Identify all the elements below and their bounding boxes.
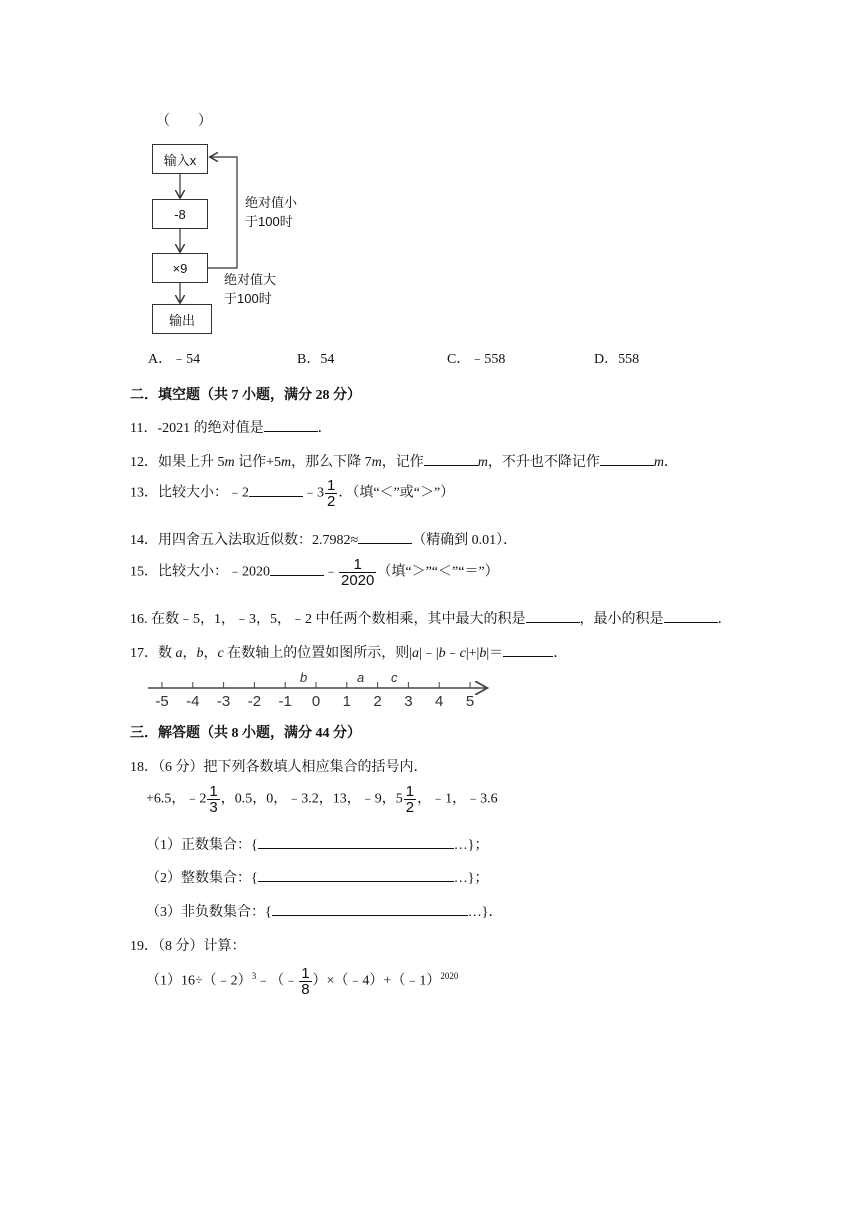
q18-set1-blank[interactable]	[258, 834, 454, 849]
q18-nums-c: ，﹣1，﹣3.6	[417, 791, 498, 807]
loop-label-line1: 绝对值小	[245, 195, 298, 210]
q12-text-a: 12．如果上升 5	[130, 455, 225, 470]
q18-frac1-den: 3	[209, 799, 218, 816]
axis-tick-label: -2	[247, 693, 262, 710]
q18-set2-label: （2）整数集合：{	[146, 871, 258, 886]
q16-text-a: 16. 在数﹣5，1，﹣3，5，﹣2 中任两个数相乘，其中最大的积是	[130, 612, 526, 627]
q16-blank-2[interactable]	[664, 608, 718, 623]
q18-set1-label: （1）正数集合：{	[146, 838, 258, 853]
q17-text-c: |﹣|	[419, 646, 439, 661]
q12-unit-m: m	[371, 455, 382, 470]
q18-set2-blank[interactable]	[258, 867, 454, 882]
q17-var-c: c	[217, 646, 224, 661]
axis-tick-label: 0	[311, 693, 321, 710]
q18-set-integer	[146, 867, 488, 887]
q17-text-a: 17．数	[130, 646, 176, 661]
q12-blank-2[interactable]	[600, 451, 654, 466]
axis-ticks	[155, 682, 474, 710]
question-11	[130, 417, 332, 437]
question-18-numbers	[146, 784, 498, 815]
option-a: A．﹣54	[148, 352, 201, 367]
q17-text-e: |+|	[465, 646, 480, 661]
axis-tick-label: 1	[342, 693, 351, 710]
question-14	[130, 529, 517, 549]
q17-var-a: a	[175, 646, 183, 661]
q13-blank[interactable]	[249, 482, 303, 497]
q17-var-a: a	[412, 646, 420, 661]
axis-tick-label: -3	[216, 693, 231, 710]
q19-frac-den: 8	[301, 981, 310, 998]
q15-fraction	[339, 557, 376, 588]
section-3-title: 三．解答题（共 8 小题，满分 44 分）	[130, 726, 361, 741]
q18-set1-end: …}；	[453, 838, 489, 853]
q12-text-c: ，那么下降 7	[291, 455, 372, 470]
q17-text-b: 在数轴上的位置如图所示，则|	[223, 646, 413, 661]
option-b: B．54	[297, 352, 335, 367]
exit-label-line2: 于100时	[224, 291, 272, 306]
q16-text-c: ．	[717, 612, 732, 627]
q11-blank[interactable]	[264, 417, 318, 432]
q17-var-b: b	[196, 646, 204, 661]
q15-text-b: ﹣	[324, 564, 338, 580]
q14-blank[interactable]	[358, 529, 412, 544]
q12-text-e: ，不升也不降记作	[487, 455, 600, 470]
q18-frac2-den: 2	[405, 799, 415, 816]
section-2-title: 二．填空题（共 7 小题，满分 28 分）	[130, 388, 361, 403]
q11-end: ．	[317, 421, 332, 436]
q18-frac1-num: 1	[209, 783, 218, 800]
point-c-label: c	[391, 670, 398, 685]
question-18-stem: 18．（6 分）把下列各数填人相应集合的括号内．	[130, 760, 428, 775]
axis-tick-label: 4	[435, 693, 444, 710]
question-19-expr	[146, 966, 458, 997]
q19-frac-num: 1	[301, 965, 310, 982]
flow-subtract-box: -8	[152, 199, 208, 229]
q12-blank-1[interactable]	[424, 451, 478, 466]
q17-blank[interactable]	[503, 642, 553, 657]
option-d: D．558	[594, 352, 640, 367]
q13-frac-den: 2	[327, 493, 336, 510]
answer-paren: （ ）	[156, 114, 212, 129]
q18-fraction-2	[404, 784, 416, 815]
loop-label-line2: 于100时	[245, 214, 293, 229]
axis-tick-label: 2	[373, 693, 382, 710]
q18-set-nonnegative	[146, 901, 502, 921]
q19-expr-c: ）×（﹣4）+（﹣1）	[312, 973, 441, 989]
q17-var-b: b	[479, 646, 487, 661]
q18-set3-end: …}．	[467, 905, 503, 920]
axis-tick-label: 3	[404, 693, 413, 710]
flow-input-box: 输入x	[152, 144, 208, 174]
q12-unit-m: m	[477, 455, 488, 470]
point-a-label: a	[357, 670, 365, 685]
q19-fraction	[299, 966, 311, 997]
q17-text-d: ﹣	[445, 646, 460, 661]
q13-frac-num: 1	[327, 477, 336, 494]
q12-unit-m: m	[281, 455, 292, 470]
axis-tick-label: 5	[465, 693, 475, 710]
q19-exponent-1: 3	[251, 971, 257, 982]
q13-fraction	[325, 478, 337, 509]
q19-expr-a: （1）16÷（﹣2）	[146, 973, 252, 989]
q19-exponent-2: 2020	[440, 971, 459, 982]
q15-frac-num: 1	[339, 557, 376, 573]
q17-text-g: ．	[553, 646, 568, 661]
question-17	[130, 642, 567, 662]
q12-text-b: 记作+5	[234, 455, 282, 470]
axis-tick-label: -5	[155, 693, 169, 710]
q12-unit-m: m	[224, 455, 235, 470]
q11-text: 11．-2021 的绝对值是	[130, 421, 264, 436]
q15-blank[interactable]	[270, 561, 324, 576]
q18-nums-b: ，0.5，0，﹣3.2，13，﹣9，5	[220, 791, 403, 807]
q18-set2-end: …}；	[453, 871, 489, 886]
q12-unit-m: m	[653, 455, 665, 470]
q15-text-c: （填“＞”“＜”“＝”）	[377, 564, 499, 580]
number-line	[140, 664, 500, 710]
q18-set-positive	[146, 834, 488, 854]
option-c: C．﹣558	[447, 352, 506, 367]
q17-sep: ，	[182, 646, 197, 661]
question-16	[130, 608, 732, 628]
q13-text-a: 13．比较大小：﹣2	[130, 485, 249, 501]
q12-text-f: ．	[664, 455, 679, 470]
question-15	[130, 557, 499, 588]
q18-nums-a: +6.5，﹣2	[146, 791, 207, 807]
q12-text-d: ，记作	[381, 455, 424, 470]
axis-tick-label: -1	[278, 693, 292, 710]
question-19-stem: 19．（8 分）计算：	[130, 939, 246, 954]
q17-text-f: |＝	[486, 646, 504, 661]
q13-text-b: ﹣3	[303, 485, 324, 501]
q15-frac-den: 2020	[341, 572, 375, 589]
axis-tick-label: -4	[186, 693, 200, 710]
q18-fraction-1	[207, 784, 219, 815]
flow-arrows	[140, 140, 250, 340]
q14-text-a: 14．用四舍五入法取近似数：2.7982≈	[130, 533, 359, 548]
q16-blank-1[interactable]	[526, 608, 580, 623]
q19-expr-b: ﹣（﹣	[256, 973, 299, 989]
q17-var-b: b	[438, 646, 446, 661]
q17-var-c: c	[459, 646, 466, 661]
q18-set3-label: （3）非负数集合：{	[146, 905, 272, 920]
q16-text-b: ，最小的积是	[579, 612, 664, 627]
exit-label-line1: 绝对值大	[224, 272, 277, 287]
q15-text-a: 15．比较大小：﹣2020	[130, 564, 270, 580]
q18-frac2-num: 1	[405, 783, 415, 800]
q18-set3-blank[interactable]	[272, 901, 468, 916]
question-12	[130, 451, 678, 471]
flow-multiply-box: ×9	[152, 253, 208, 283]
question-13	[130, 478, 454, 509]
point-b-label: b	[300, 670, 308, 685]
q14-text-b: （精确到 0.01）．	[412, 533, 518, 548]
q17-sep: ，	[203, 646, 218, 661]
flow-output-box: 输出	[152, 304, 212, 334]
q13-text-c: ．（填“＜”或“＞”）	[338, 485, 455, 501]
